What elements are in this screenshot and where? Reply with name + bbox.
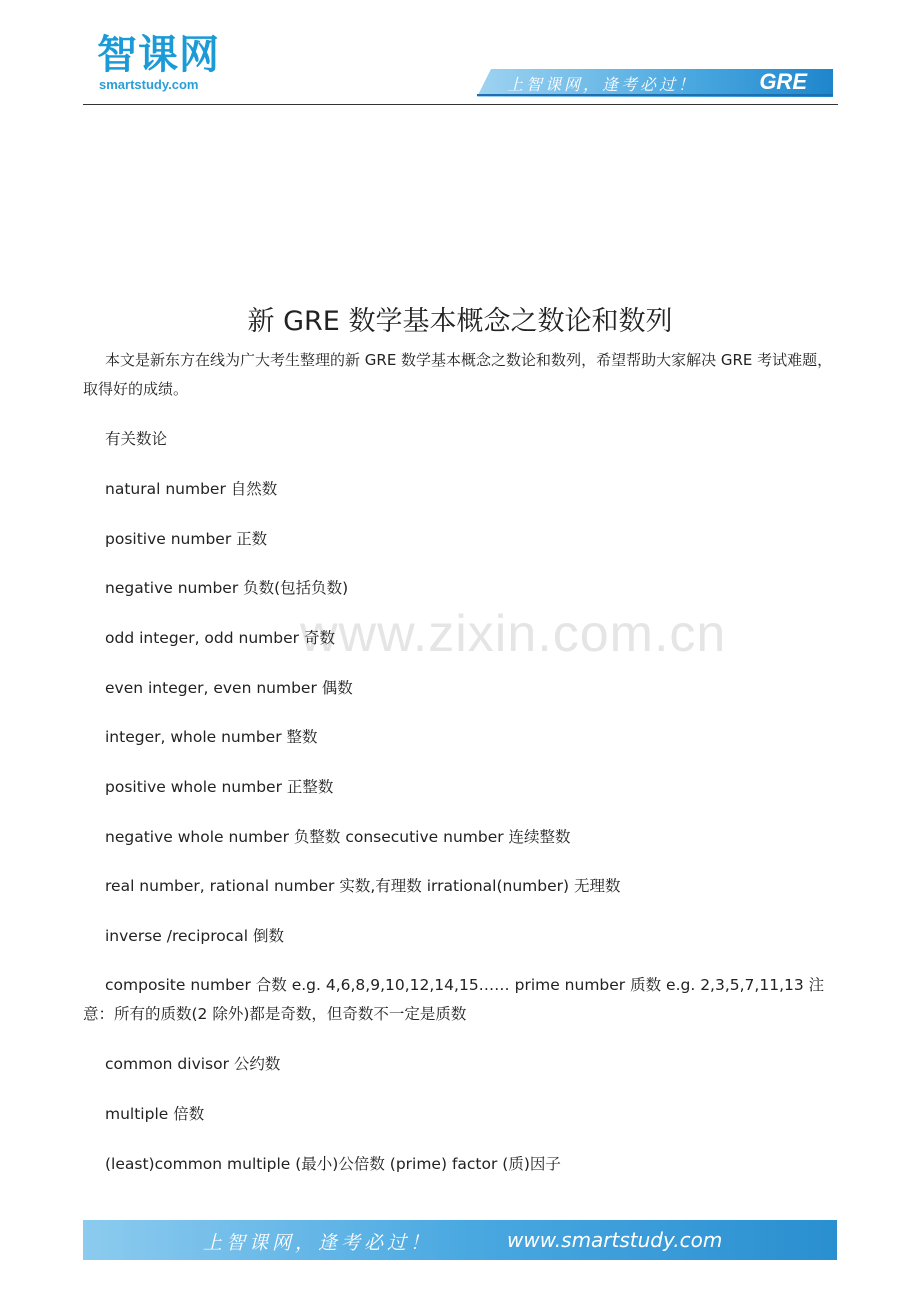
smartstudy-logo[interactable] (97, 33, 237, 95)
footer-background (83, 1220, 837, 1260)
term-line: positive number 正数 (105, 530, 268, 548)
watermark: www.zixin.com.cn (300, 605, 727, 663)
header-slogan-text: 上智课网，逢考必过！ (507, 75, 698, 94)
term-line: positive whole number 正整数 (105, 778, 334, 796)
footer-url-link[interactable]: www.smartstudy.com (507, 1228, 723, 1252)
term-line: even integer, even number 偶数 (105, 679, 353, 697)
term-line: inverse /reciprocal 倒数 (105, 927, 284, 945)
footer-slogan: 上智课网，逢考必过！ (203, 1232, 434, 1254)
header-slogan-banner (477, 69, 833, 97)
term-line: natural number 自然数 (105, 480, 278, 498)
term-line: (least)common multiple (最小)公倍数 (prime) factor (质)因子 (105, 1155, 561, 1173)
logo-domain-text: smartstudy.com (99, 77, 199, 92)
page-footer-banner (83, 1220, 837, 1260)
term-line: multiple 倍数 (105, 1105, 205, 1123)
logo-chinese-text: 智课网 (97, 32, 220, 78)
term-line: negative number 负数(包括负数) (105, 579, 349, 597)
header-divider (83, 104, 838, 105)
intro-paragraph: 本文是新东方在线为广大考生整理的新 GRE 数学基本概念之数论和数列，希望帮助大家解决 GRE 考试难题，取得好的成绩。 (83, 351, 833, 398)
section-heading: 有关数论 (105, 430, 168, 448)
document-title: 新 GRE 数学基本概念之数论和数列 (247, 306, 673, 337)
term-line: negative whole number 负整数 consecutive number 连续整数 (105, 828, 571, 846)
term-line: real number, rational number 实数,有理数 irrational(number) 无理数 (105, 877, 621, 895)
term-line: odd integer, odd number 奇数 (105, 629, 335, 647)
term-line: common divisor 公约数 (105, 1055, 281, 1073)
term-line: integer, whole number 整数 (105, 728, 318, 746)
page-header (0, 0, 920, 110)
composite-prime-paragraph: composite number 合数 e.g. 4,6,8,9,10,12,14,15…… prime number 质数 e.g. 2,3,5,7,11,13 注意：所有的质数(2 除外)都是奇数，但奇数不一定是质数 (83, 976, 825, 1023)
exam-label: GRE (759, 69, 807, 94)
